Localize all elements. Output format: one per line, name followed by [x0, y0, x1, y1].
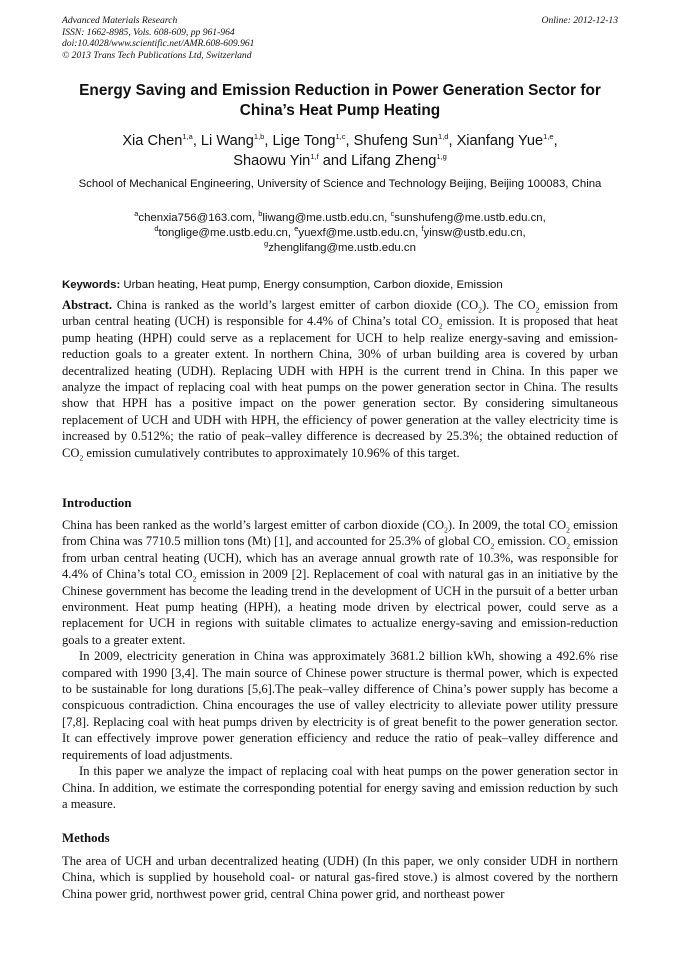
- author-sep: ,: [192, 133, 201, 149]
- email-line-2: [62, 226, 618, 241]
- author-sep: ,: [264, 133, 273, 149]
- email-line-1: [62, 211, 618, 226]
- methods-body: The area of UCH and urban decentralized heating (UDH) (In this paper, we only consider UDH in northern China, which is supplied by household coal- or natural gas-fired stove.) is almost covered by the northern China power grid, northwest power grid, central China power grid, and northeast power: [62, 854, 618, 901]
- email-link[interactable]: zhenglifang@me.ustb.edu.cn: [268, 242, 416, 254]
- online-date: Online: 2012-12-13: [541, 15, 618, 26]
- email-sup: c: [390, 209, 395, 219]
- paragraph-text: China has been ranked as the world’s largest emitter of carbon dioxide (CO: [62, 518, 445, 532]
- email-sup: e: [294, 224, 299, 234]
- subscript: 2: [444, 525, 448, 535]
- subscript: 2: [478, 305, 482, 315]
- abstract-text: China is ranked as the world’s largest emitter of carbon dioxide (CO: [116, 298, 479, 312]
- author-affil-sup: 1,f: [310, 152, 319, 162]
- subscript: 2: [438, 321, 443, 331]
- subscript: 2: [566, 541, 570, 551]
- email-sep: ,: [384, 212, 391, 224]
- email-sup: a: [134, 209, 139, 219]
- author: [457, 133, 558, 149]
- doi-line[interactable]: doi:10.4028/www.scientific.net/AMR.608-609.961: [62, 38, 255, 50]
- paragraph: In 2009, electricity generation in China was approximately 3681.2 billion kWh, showing a 492.6% rise compared with 1990 [3,4]. The main source of Chinese power structure is thermal power, which is expected to be sustainable for long durations [5,6].The peak–valley difference of China’s power supply has become a conspicuous contradiction. China encourages the use of valley electricity to alleviate power utility pressure [7,8]. Replacing coal with heat pumps driven by electricity is of great benefit to the power generation sector. It can effectively improve power generation efficiency and reduce the ratio of peak–valley difference and requirements of load adjustments.: [62, 649, 618, 762]
- email-sup: g: [264, 239, 269, 249]
- author-affil-sup: 1,c: [335, 132, 346, 142]
- email-link[interactable]: tonglige@me.ustb.edu.cn: [158, 227, 288, 239]
- email-line-3: [62, 241, 618, 256]
- author: [122, 133, 201, 149]
- email-sup: d: [154, 224, 159, 234]
- subscript: 2: [566, 525, 570, 535]
- author-name: Lifang Zheng: [351, 153, 437, 169]
- email-sup: b: [258, 209, 263, 219]
- keywords-label: Keywords:: [62, 279, 121, 291]
- author-name: Li Wang: [200, 133, 254, 149]
- author-sep: and: [318, 153, 352, 169]
- author-sep: ,: [345, 133, 354, 149]
- author-sep: ,: [448, 133, 457, 149]
- abstract-text: ). The CO: [481, 298, 536, 312]
- email-list: [62, 211, 618, 256]
- author: [201, 133, 273, 149]
- subscript: 2: [79, 453, 84, 463]
- author: [272, 133, 353, 149]
- author-name: Xianfang Yue: [456, 133, 544, 149]
- introduction-body: [62, 517, 618, 812]
- author-list: [62, 131, 618, 171]
- subscript: 2: [192, 574, 197, 584]
- author-name: Lige Tong: [272, 133, 336, 149]
- author: [351, 153, 447, 169]
- paragraph-text: ). In 2009, the total CO: [447, 518, 567, 532]
- author-affil-sup: 1,g: [436, 152, 447, 162]
- author-affil-sup: 1,b: [253, 132, 265, 142]
- issn-line: ISSN: 1662-8985, Vols. 608-609, pp 961-964: [62, 26, 235, 38]
- abstract-text: emission. It is proposed that heat pump heating (HPH) could serve as a replacement for UCH to help realize energy-saving and emission-reduction goals to a greater extent. In northern China, 30% of urban building area is covered by urban decentralized heating (UDH). Replacing UDH with HPH is the current trend in China. In this paper we analyze the impact of replacing coal with heat pumps on the power generation sector in China. The results show that HPH has a positive impact on the power generation sector. By considering simultaneous replacement of UCH and UDH with HPH, the efficiency of power generation at the valley electricity time is increased by 0.512%; the ratio of peak–valley difference is decreased by 25.3%; the obtained reduction of CO: [62, 314, 618, 460]
- paragraph-text: emission from urban central heating (UCH), which has an average annual growth rate of 10.3%, was responsible for 4.4% of China’s total CO: [62, 534, 619, 582]
- email-sup: f: [421, 224, 424, 234]
- abstract-text: emission cumulatively contributes to approximately 10.96% of this target.: [83, 445, 460, 460]
- author-affil-sup: 1,a: [182, 132, 193, 142]
- email-link[interactable]: yuexf@me.ustb.edu.cn: [298, 227, 416, 239]
- subscript: 2: [490, 541, 495, 551]
- email-sep: ,: [287, 227, 295, 239]
- abstract-label: Abstract.: [62, 298, 113, 312]
- author: [354, 133, 457, 149]
- author-affil-sup: 1,e: [543, 132, 554, 142]
- paragraph-text: emission from China was 7710.5 million tons (Mt) [1], and accounted for 25.3% of global CO: [62, 518, 618, 549]
- keywords-text: Urban heating, Heat pump, Energy consumption, Carbon dioxide, Emission: [123, 279, 503, 291]
- paragraph: In this paper we analyze the impact of replacing coal with heat pumps on the power generation sector in China. In addition, we estimate the corresponding potential for energy saving and emission reduction by such a measure.: [62, 764, 618, 811]
- paragraph-text: emission in 2009 [2]. Replacement of coal with natural gas in an initiative by the Chinese government has become the leading trend in the development of UCH in the pursuit of a better urban environment. Heat pump heating (HPH), a heating mode driven by electrical power, could serve as a replacement for UCH in regions with suitable climates to actualize energy-saving and emission-reduction goals to a greater extent.: [62, 567, 618, 647]
- copyright-line: © 2013 Trans Tech Publications Ltd, Switzerland: [62, 49, 252, 61]
- title-line-2: China’s Heat Pump Heating: [239, 102, 441, 119]
- author-name: Shufeng Sun: [353, 133, 439, 149]
- email-sep: ,: [415, 227, 422, 239]
- author-name: Xia Chen: [122, 133, 183, 149]
- paragraph: [62, 517, 618, 648]
- abstract: [62, 297, 618, 461]
- email-link[interactable]: chenxia756@163.com: [138, 212, 252, 224]
- section-heading-introduction: Introduction: [62, 496, 132, 510]
- author-name: Shaowu Yin: [233, 153, 311, 169]
- paper-title: [62, 81, 618, 121]
- paragraph-text: emission. CO: [494, 534, 567, 549]
- email-sep: ,: [251, 212, 259, 224]
- title-line-1: Energy Saving and Emission Reduction in Power Generation Sector for: [79, 82, 601, 99]
- email-link[interactable]: sunshufeng@me.ustb.edu.cn,: [394, 212, 546, 224]
- author-affil-sup: 1,d: [438, 132, 449, 142]
- keywords: [62, 278, 618, 292]
- author-sep: ,: [553, 133, 558, 149]
- subscript: 2: [535, 305, 540, 315]
- affiliation: School of Mechanical Engineering, University of Science and Technology Beijing, Beijing 100083, China: [78, 178, 602, 190]
- section-heading-methods: Methods: [62, 831, 110, 845]
- journal-header: [62, 15, 618, 61]
- abstract-text: emission from urban central heating (UCH) is responsible for 4.4% of China’s total CO: [62, 298, 618, 329]
- journal-name: Advanced Materials Research: [62, 15, 178, 26]
- email-link[interactable]: yinsw@ustb.edu.cn,: [423, 227, 526, 239]
- author: [233, 153, 351, 169]
- email-link[interactable]: liwang@me.ustb.edu.cn: [262, 212, 385, 224]
